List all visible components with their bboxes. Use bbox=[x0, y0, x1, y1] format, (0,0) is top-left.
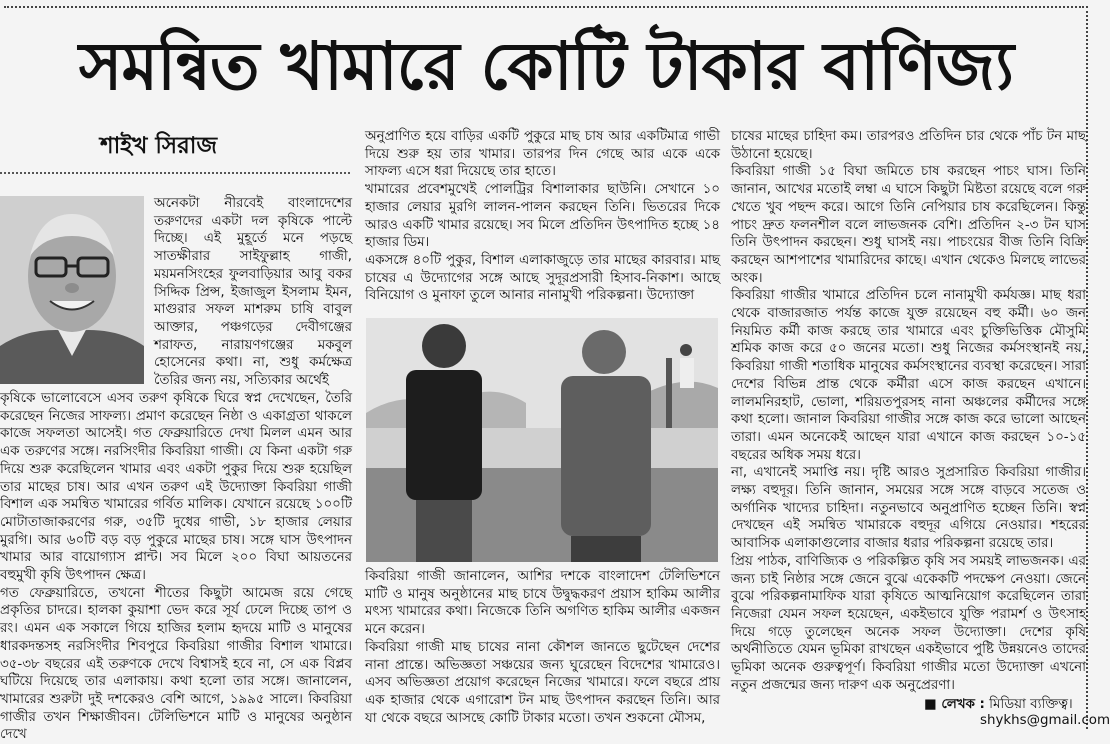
paragraph: কিবরিয়া গাজী মাছ চাষের নানা কৌশল জানতে ছুটেছেন দেশের নানা প্রান্তে। অভিজ্ঞতা সঞ্চয়ের জন্য ঘুরেছেন বিদেশের খামারেও। এসব অভিজ্ঞতা প্রয়োগ করেছেন নিজের খামারে। ফলে বছরে প্রায় এক হাজার থেকে এগারোশ টন মাছ উৎপাদন করছেন তিনি। আর যা থেকে বছরে আসছে কোটি টাকার মতো। তখন শুকনো মৌসম, bbox=[365, 639, 720, 726]
paragraph: কিবরিয়া গাজী জানালেন, আশির দশকে বাংলাদেশ টেলিভিশনে মাটি ও মানুষ অনুষ্ঠানের মাছ চাষে উদ্বুদ্ধকরণ প্রয়াস হাকিম আলীর মৎস্য খামারের কথা। নিজেকে তিনি অগণিত হাকিম আলীর একজন মনে করেন। bbox=[365, 569, 720, 638]
byline-rule bbox=[0, 172, 350, 174]
paragraph: অনেকটা নীরবেই বাংলাদেশের তরুণদের একটা দল কৃষিকে পাল্টে দিচ্ছে। এই মুহূর্তে মনে পড়ছে সাতক্ষীরার সাইফুল্লাহ গাজী, ময়মনসিংহের ফুলবাড়িয়ার আবু বকর সিদ্দিক প্রিন্স, ইজাজুল ইসলাম ইমন, মাগুরার সফল মাশরুম চাষি বাবুল আক্তার, পঞ্চগড়ের দেবীগঞ্জের শরাফত, নারায়ণগঞ্জের মকবুল হোসেনের কথা। না, শুধু কর্মক্ষেত্র তৈরির জন্য নয়, সত্যিকার অর্থেই bbox=[154, 196, 352, 389]
headline: সমন্বিত খামারে কোটি টাকার বাণিজ্য bbox=[78, 27, 1014, 105]
paragraph: কৃষিকে ভালোবেসে এসব তরুণ কৃষিকে ঘিরে স্বপ্ন দেখেছেন, তৈরি করেছেন নিজের সাফল্য। প্রমাণ করেছেন নিষ্ঠা ও একাগ্রতা থাকলে কাজে সফলতা আসেই। গত ফেব্রুয়ারিতে দেখা মিলল এমন আর এক তরুণের সঙ্গে। নরসিংদীর কিবরিয়া গাজী। যে কিনা একটা গরু দিয়ে শুরু করেছিলেন খামার এবং একটা পুকুর দিয়ে শুরু হয়েছিল তার মাছের চাষ। আর এখন তরুণ এই উদ্যোক্তা কিবরিয়া গাজী বিশাল এক সমন্বিত খামারের গর্বিত মালিক। যেখানে রয়েছে ১০০টি মোটাতাজাকরণের গরু, ৩৫টি দুধের গাভী, ১৮ হাজার লেয়ার মুরগি। আর ৬০টি বড় বড় পুকুরে মাছের চাষ। সঙ্গে ঘাস উৎপাদন খামার আর বায়োগ্যাস প্লান্ট। সব মিলে ২০০ বিঘা আয়তনের বহুমুখী কৃষি উৎপাদন ক্ষেত্র। bbox=[0, 391, 352, 584]
author-credit-label: ■ লেখক : bbox=[924, 697, 985, 712]
paragraph: না, এখানেই সমাপ্তি নয়। দৃষ্টি আরও সুপ্রসারিত কিবরিয়া গাজীর। লক্ষ্য বহুদূর। তিনি জানান, সময়ের সঙ্গে সঙ্গে বাড়বে সতেজ ও অর্গানিক খাদ্যের চাহিদা। নতুনভাবে অনুপ্রাণিত হচ্ছেন তিনি। স্বপ্ন দেখছেন এই সমন্বিত খামারকে বহুদূর এগিয়ে নেওয়ার। শহরের আবাসিক এলাকাগুলোর বাজার ধরার পরিকল্পনা রয়েছে তার। bbox=[731, 465, 1086, 552]
paragraph: অনুপ্রাণিত হয়ে বাড়ির একটি পুকুরে মাছ চাষ আর একটিমাত্র গাভী দিয়ে শুরু হয় তার খামার। তারপর দিন গেছে আর একে একে সাফল্য এসে ধরা দিয়েছে তার হাতে। bbox=[365, 129, 720, 180]
column-2-bottom-text bbox=[365, 568, 720, 729]
column-2-top-text bbox=[365, 128, 720, 312]
paragraph: খামারের প্রবেশমুখেই পোলট্রির বিশালাকার ছাউনি। সেখানে ১০ হাজার লেয়ার মুরগি লালন-পালন করছেন তিনি। ভিতরের দিকে আরও একটি খামার রয়েছে। সব মিলে প্রতিদিন উৎপাদিত হচ্ছে ১৪ হাজার ডিম। bbox=[365, 182, 720, 251]
column-3-text bbox=[731, 128, 1086, 693]
paragraph: প্রিয় পাঠক, বাণিজ্যিক ও পরিকল্পিত কৃষি সব সময়ই লাভজনক। এর জন্য চাই নিষ্ঠার সঙ্গে জেনে বুঝে একেকটি পদক্ষেপ নেওয়া। জেনে বুঝে পরিকল্পনামাফিক যারা কৃষিতে আত্মনিয়োগ করেছিলেন তারা নিজেরা যেমন সফল হয়েছেন, একইভাবে যুক্তি পরামর্শ ও উৎসাহ দিয়ে গড়ে তুলেছেন অনেক সফল উদ্যোক্তা। দেশের কৃষি অর্থনীতিতে যেমন ভূমিকা রাখছেন একইভাবে পুষ্টি উন্নয়নেও তাদের ভূমিকা অনেক গুরুত্বপূর্ণ। কিবরিয়া গাজীর মতো উদ্যোক্তা এখনো নতুন প্রজন্মের জন্য দারুণ এক অনুপ্রেরণা। bbox=[731, 553, 1086, 693]
author-credit-value: মিডিয়া ব্যক্তিত্ব। bbox=[984, 697, 1073, 712]
farm-interview-illustration bbox=[366, 318, 718, 562]
author-portrait-illustration bbox=[0, 196, 144, 384]
paragraph: গত ফেব্রুয়ারিতে, তখনো শীতের কিছুটা আমেজ রয়ে গেছে প্রকৃতির চাদরে। হালকা কুয়াশা ভেদ করে সূর্য ঢেলে দিচ্ছে তাপ ও রং। এমন এক সকালে গিয়ে হাজির হলাম হৃদয়ে মাটি ও মানুষের ধারকদন্তসহ নরসিংদীর শিবপুরে কিবরিয়া গাজীর বিশাল খামারে। ৩৫-৩৮ বছরের এই তরুণকে দেখে বিশ্বাসই হবে না, সে এক বিপ্লব ঘটিয়ে দিয়েছে তার এলাকায়। কথা হলো তার সঙ্গে। জানালেন, খামারের শুরুটা দুই দশকেরও বেশি আগে, ১৯৯৫ সালে। কিবরিয়া গাজীর তখন শিক্ষাজীবন। টেলিভিশনে মাটি ও মানুষের অনুষ্ঠান দেখে bbox=[0, 585, 352, 743]
paragraph: কিবরিয়া গাজীর খামারে প্রতিদিন চলে নানামুখী কর্মযজ্ঞ। মাছ ধরা থেকে বাজারজাত পর্যন্ত কাজে যুক্ত রয়েছেন বহু কর্মী। ৬০ জন নিয়মিত কর্মী কাজ করছে তার খামারে এবং চুক্তিভিত্তিক মৌসুমি শ্রমিক কাজ করে ৫০ জনের মতো। শুধু নিজের কর্মসংস্থানই নয়, কিবরিয়া গাজী শতাধিক মানুষের কর্মসংস্থানের ব্যবস্থা করেছেন। সারা দেশের বিভিন্ন প্রান্ত থেকে কর্মীরা এসে কাজ করছেন এখানে। লালমনিরহাট, ভোলা, শরিয়তপুরসহ নানা অঞ্চলের কর্মীদের সঙ্গে কথা হলো। জানাল কিবরিয়া গাজীর সঙ্গে কাজ করে ভালো আছেন তারা। এমন অনেকেই আছেন যারা এখানে কাজ করছেন ১০-১৫ বছরের অধিক সময় ধরে। bbox=[731, 288, 1086, 463]
column-1-bottom-text bbox=[0, 390, 352, 743]
author-email: shykhs@gmail.com bbox=[980, 713, 1110, 728]
paragraph: চাষের মাছের চাহিদা কম। তারপরও প্রতিদিন চার থেকে পাঁচ টন মাছ উঠানো হয়েছে। bbox=[731, 129, 1086, 162]
paragraph: কিবরিয়া গাজী ১৫ বিঘা জমিতে চাষ করছেন পাচং ঘাস। তিনি জানান, আখের মতোই লম্বা এ ঘাসে কিছুটা মিষ্টতা রয়েছে বলে গরু খেতে খুব পছন্দ করে। আগে তিনি নেপিয়ার চাষ করেছিলেন। কিন্তু পাচং দ্রুত ফলনশীল বলে লাভজনক বেশি। প্রতিদিন ২-৩ টন ঘাস তিনি উৎপাদন করছেন। শুধু ঘাসই নয়। পাচংয়ের বীজ তিনি বিক্রি করছেন আশপাশের খামারিদের কাছে। এখান থেকেও মিলছে লাভের অংক। bbox=[731, 164, 1086, 286]
right-dotted-border bbox=[1086, 6, 1088, 729]
paragraph: একসঙ্গে ৪০টি পুকুর, বিশাল এলাকাজুড়ে তার মাছের কারবার। মাছ চাষের এ উদ্যোগের সঙ্গে আছে সুদূরপ্রসারী হিসাব-নিকাশ। আছে বিনিয়োগ ও মুনাফা তুলে আনার নানামুখী পরিকল্পনা। উদ্যোক্তা bbox=[365, 252, 720, 304]
author-photo bbox=[0, 196, 144, 384]
article-photo bbox=[366, 318, 718, 562]
byline: শাইখ সিরাজ bbox=[100, 133, 218, 159]
top-dotted-border bbox=[4, 6, 1084, 8]
